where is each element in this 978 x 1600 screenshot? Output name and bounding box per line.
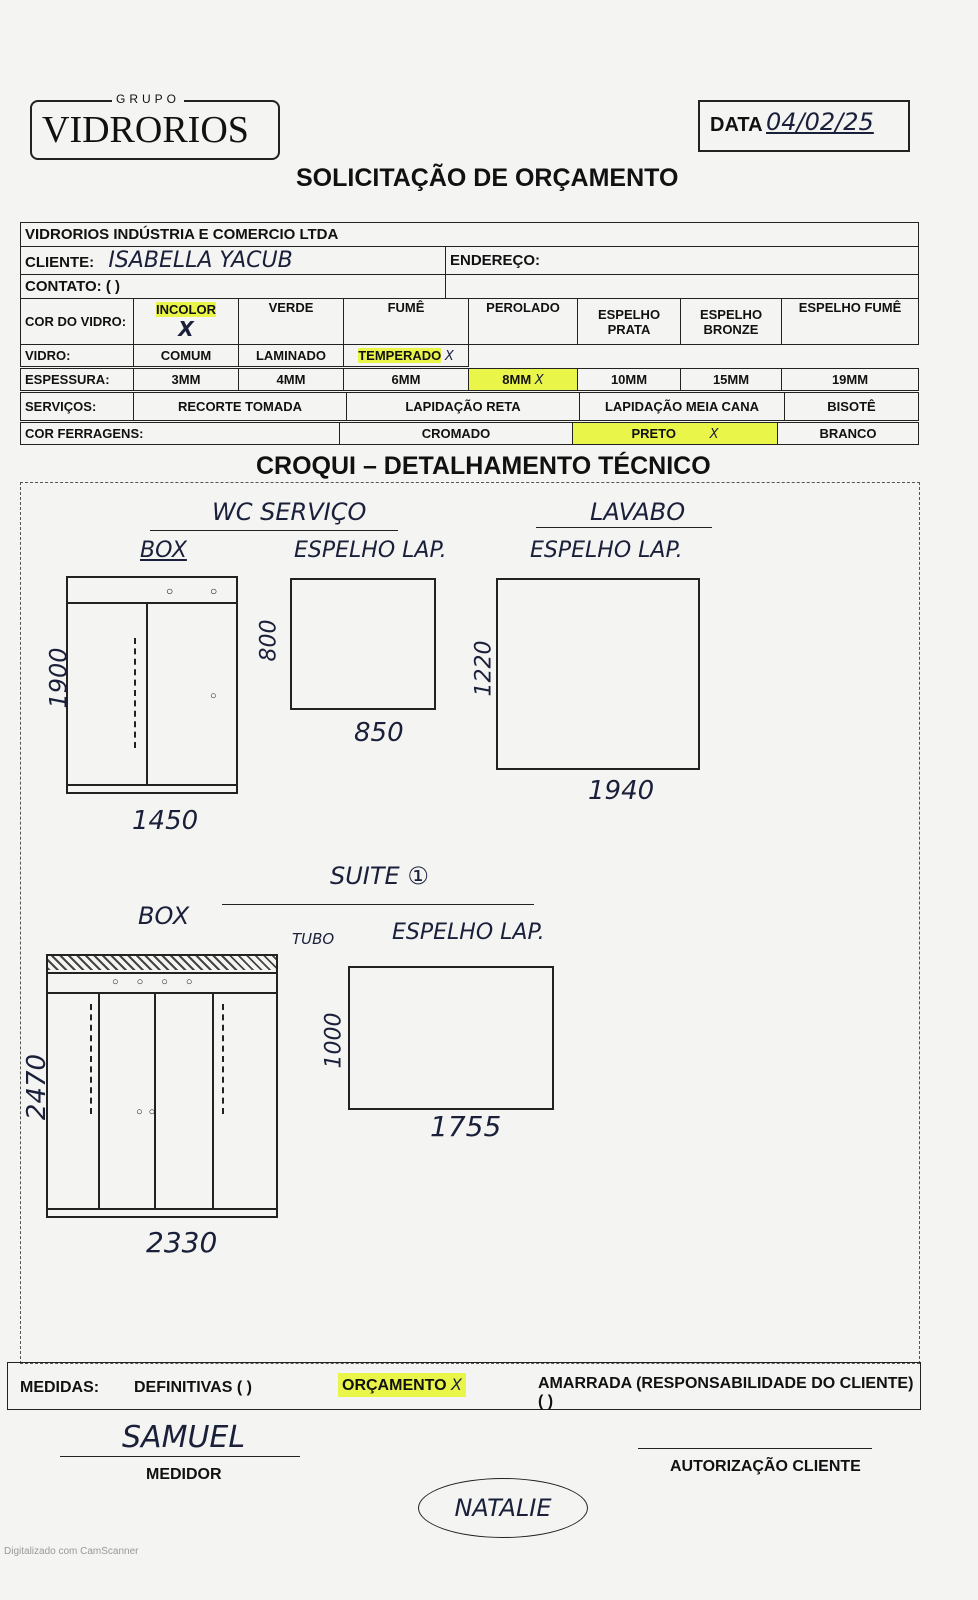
temperado-mark: X: [444, 348, 454, 364]
measurer-line: [60, 1456, 300, 1457]
croqui-title: CROQUI – DETALHAMENTO TÉCNICO: [256, 452, 711, 480]
glass-color-fume: FUMÊ: [344, 299, 469, 345]
box-label-2: BOX: [138, 902, 190, 930]
glass-options-table: [20, 298, 919, 345]
hardware-table: [20, 422, 919, 445]
box-label-1: BOX: [140, 538, 187, 563]
hardware-cromado: CROMADO: [340, 423, 573, 445]
box-1-drawing: ○ ○ ○: [66, 576, 238, 794]
section-wc-servico-title: WC SERVIÇO: [212, 498, 367, 526]
glass-color-label: COR DO VIDRO:: [21, 299, 134, 345]
measures-bar: [7, 1362, 921, 1410]
box-2-height: 2470: [22, 1053, 53, 1121]
mirror-1-drawing: [290, 578, 436, 710]
mirror-1-height: 800: [256, 619, 282, 662]
glass-color-espelho-bronze: ESPELHO BRONZE: [681, 299, 782, 345]
client-line: [638, 1448, 872, 1449]
mirror-3-width: 1755: [430, 1110, 502, 1143]
scanner-watermark: Digitalizado com CamScanner: [4, 1546, 139, 1557]
glass-type-table: [20, 344, 919, 367]
client-label: CLIENTE:: [25, 254, 95, 271]
thickness-6mm: 6MM: [344, 369, 469, 391]
hardware-preto: PRETO X: [573, 423, 778, 445]
tubo-label: TUBO: [292, 930, 335, 948]
box-1-width: 1450: [132, 806, 199, 836]
mirror-2-drawing: [496, 578, 700, 770]
date-box: [698, 100, 910, 152]
measurer-label: MEDIDOR: [146, 1466, 222, 1483]
mirror-label-1: ESPELHO LAP.: [294, 538, 447, 563]
measurer-signature: SAMUEL: [122, 1420, 246, 1455]
section-suite-underline: [222, 904, 534, 905]
client-name: ISABELLA YACUB: [108, 248, 293, 273]
box-2-drawing: ○○○○ ○○: [46, 954, 278, 1218]
page-title: SOLICITAÇÃO DE ORÇAMENTO: [296, 164, 679, 192]
glass-color-verde: VERDE: [239, 299, 344, 345]
client-row: [21, 247, 446, 275]
mirror-1-width: 850: [354, 718, 404, 748]
glass-type-laminado: LAMINADO: [239, 345, 344, 367]
client-auth-label: AUTORIZAÇÃO CLIENTE: [670, 1458, 861, 1475]
thickness-10mm: 10MM: [578, 369, 681, 391]
date-label: DATA: [710, 114, 763, 136]
service-recorte-tomada: RECORTE TOMADA: [134, 393, 347, 421]
mirror-2-width: 1940: [588, 776, 655, 806]
glass-type-comum: COMUM: [134, 345, 239, 367]
section-wc-underline: [150, 530, 398, 531]
mirror-3-height: 1000: [321, 1012, 347, 1069]
mirror-3-drawing: [348, 966, 554, 1110]
definitive-option: DEFINITIVAS ( ): [134, 1379, 252, 1396]
thickness-8mm: 8MM X: [469, 369, 578, 391]
glass-color-espelho-prata: ESPELHO PRATA: [578, 299, 681, 345]
mirror-label-2: ESPELHO LAP.: [530, 538, 683, 563]
address-label: ENDEREÇO:: [446, 247, 919, 275]
glass-type-temperado: TEMPERADO X: [344, 345, 469, 367]
hardware-label: COR FERRAGENS:: [21, 423, 340, 445]
services-label: SERVIÇOS:: [21, 393, 134, 421]
measures-label: MEDIDAS:: [20, 1379, 100, 1396]
company-logo: [30, 92, 280, 160]
budget-mark: X: [451, 1375, 463, 1394]
logo-group-text: GRUPO: [112, 92, 184, 106]
incolor-mark: X: [178, 317, 194, 341]
hardware-branco: BRANCO: [778, 423, 919, 445]
thickness-19mm: 19MM: [782, 369, 919, 391]
glass-color-perolado: PEROLADO: [469, 299, 578, 345]
section-suite-title: SUITE ①: [330, 862, 429, 890]
glass-color-incolor: INCOLOR X: [134, 299, 239, 345]
section-lavabo-title: LAVABO: [590, 498, 686, 526]
service-lapidacao-reta: LAPIDAÇÃO RETA: [347, 393, 580, 421]
services-table: [20, 392, 919, 421]
thickness-15mm: 15MM: [681, 369, 782, 391]
box-1-height: 1900: [44, 647, 73, 709]
thickness-mark: X: [534, 372, 544, 388]
contact-empty: [446, 275, 919, 299]
thickness-label: ESPESSURA:: [21, 369, 134, 391]
company-name: VIDRORIOS INDÚSTRIA E COMERCIO LTDA: [21, 223, 919, 247]
logo-name: VIDRORIOS: [42, 109, 249, 151]
section-lavabo-underline: [536, 527, 712, 528]
client-info-table: [20, 222, 919, 299]
service-lapidacao-meia-cana: LAPIDAÇÃO MEIA CANA: [580, 393, 785, 421]
mirror-2-height: 1220: [471, 640, 497, 697]
hardware-mark: X: [709, 426, 719, 442]
date-value: 04/02/25: [766, 108, 874, 136]
glass-type-label: VIDRO:: [21, 345, 134, 367]
tied-option: AMARRADA (RESPONSABILIDADE DO CLIENTE) ( ): [538, 1375, 914, 1410]
service-bisote: BISOTÊ: [785, 393, 919, 421]
thickness-3mm: 3MM: [134, 369, 239, 391]
contact-label: CONTATO: ( ): [21, 275, 446, 299]
thickness-table: [20, 368, 919, 391]
thickness-4mm: 4MM: [239, 369, 344, 391]
glass-color-espelho-fume: ESPELHO FUMÊ: [782, 299, 919, 345]
budget-option: ORÇAMENTO X: [338, 1373, 466, 1397]
box-2-width: 2330: [146, 1226, 218, 1259]
client-signature: NATALIE: [418, 1478, 588, 1538]
mirror-label-3: ESPELHO LAP.: [392, 920, 545, 945]
